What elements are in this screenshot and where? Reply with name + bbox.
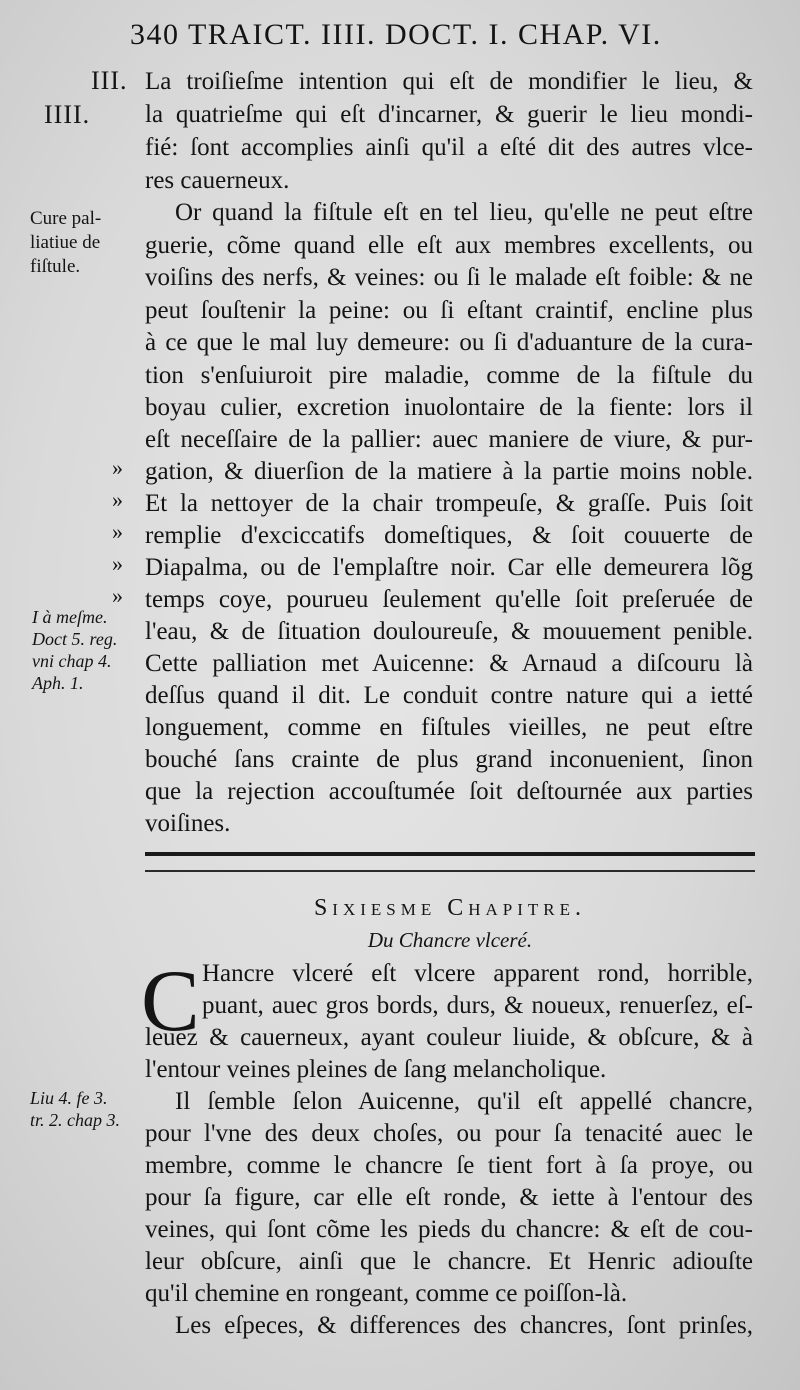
text-line: tion s'enſuiuroit pire maladie, comme de la fiſtule du — [145, 362, 753, 389]
text-line: remplie d'exciccatifs domeſtiques, & ſoit couuerte de — [145, 522, 753, 549]
margin-roman-four: IIII. — [44, 100, 91, 129]
text-line: eſt neceſſaire de la pallier: auec maniere de viure, & pur- — [145, 426, 753, 453]
text-line: La troiſieſme intention qui eſt de mondifier le lieu, & — [145, 68, 753, 95]
margin-note-line: liatiue de — [30, 232, 101, 253]
margin-note-line: I à meſme. — [32, 607, 108, 627]
margin-note-cure — [30, 207, 101, 279]
quote-mark: » — [112, 583, 123, 608]
text-line: Cette palliation met Auicenne: & Arnaud a diſcouru là — [145, 650, 753, 677]
text-line: leur obſcure, ainſi que le chancre. Et Henric adiouſte — [145, 1248, 753, 1275]
margin-note-line: Doct 5. reg. — [32, 629, 118, 649]
text-line: l'entour veines pleines de ſang melancholique. — [145, 1056, 607, 1083]
text-line: gation, & diuerſion de la matiere à la partie moins noble. — [145, 458, 753, 485]
margin-note-line: Cure pal- — [30, 208, 102, 229]
text-line: pour ſa figure, car elle eſt ronde, & iette à l'entour des — [145, 1184, 753, 1211]
text-line: puant, auec gros bords, durs, & noueux, renuerſez, eſ- — [202, 992, 753, 1019]
drop-capital: C — [141, 953, 200, 1050]
margin-note-line: tr. 2. chap 3. — [30, 1110, 120, 1130]
text-line: pour l'vne des deux choſes, ou pour ſa tenacité auec le — [145, 1120, 753, 1147]
text-line: boyau culier, excretion inuolontaire de la fiente: lors il — [145, 394, 753, 421]
quote-mark: » — [112, 455, 123, 480]
margin-note-line: vni chap 4. — [32, 651, 112, 671]
text-line: bouché ſans crainte de plus grand inconuenient, ſinon — [145, 746, 753, 773]
text-line: peut ſouſtenir la peine: ou ſi eſtant craintif, encline plus — [145, 297, 753, 324]
text-line: guerie, cõme quand elle eſt aux membres excellents, ou — [145, 232, 753, 259]
text-line: qu'il chemine en rongeant, comme ce poiſſon-là. — [145, 1280, 628, 1307]
chapter-title: Sixieſme Chapitre. — [313, 895, 587, 921]
text-line: temps coye, pourueu ſeulement qu'elle ſoit preſeruée de — [145, 586, 753, 613]
margin-note-livre — [30, 1087, 120, 1131]
quote-mark: » — [112, 551, 123, 576]
text-line: fié: ſont accomplies ainſi qu'il a eſté dit des autres vlce- — [145, 134, 753, 161]
text-line: res cauerneux. — [145, 167, 290, 194]
text-line: veines, qui ſont cõme les pieds du chancre: & eſt de cou- — [145, 1216, 753, 1243]
margin-roman-three: III. — [91, 66, 128, 95]
text-line: à ce que le mal luy demeure: ou ſi d'aduanture de la cura- — [145, 329, 753, 356]
ornamental-rule — [145, 852, 755, 872]
text-line: Il ſemble ſelon Auicenne, qu'il eſt appellé chancre, — [175, 1088, 753, 1115]
text-line: l'eau, & de ſituation douloureuſe, & mouuement penible. — [145, 618, 753, 645]
text-line: Diapalma, ou de l'emplaſtre noir. Car elle demeurera lõg — [145, 554, 753, 581]
quote-mark: » — [112, 487, 123, 512]
chapter-subtitle: Du Chancre vlceré. — [367, 928, 533, 952]
text-line: Or quand la fiſtule eſt en tel lieu, qu'elle ne peut eſtre — [175, 199, 753, 226]
margin-note-line: Aph. 1. — [32, 673, 84, 693]
text-line: longuement, comme en fiſtules vieilles, ne peut eſtre — [145, 714, 753, 741]
running-head: 340 TRAICT. IIII. DOCT. I. CHAP. VI. — [130, 18, 662, 51]
text-line: Et la nettoyer de la chair trompeuſe, & graſſe. Puis ſoit — [145, 490, 753, 517]
text-line: deſſus quand il dit. Le conduit contre nature qui a ietté — [145, 682, 753, 709]
text-line: la quatrieſme qui eſt d'incarner, & guerir le lieu mondi- — [145, 101, 753, 128]
text-line: Hancre vlceré eſt vlcere apparent rond, horrible, — [202, 960, 753, 987]
text-line: que la rejection accouſtumée ſoit deſtournée aux parties — [145, 778, 753, 805]
text-line: voiſins des nerfs, & veines: ou ſi le malade eſt foible: & ne — [145, 264, 753, 291]
text-line: membre, comme le chancre ſe tient fort à ſa proye, ou — [145, 1152, 753, 1179]
margin-note-line: fiſtule. — [30, 256, 81, 277]
margin-note-line: Liu 4. fe 3. — [30, 1088, 108, 1108]
text-line: leuez & cauerneux, ayant couleur liuide, & obſcure, & à — [145, 1024, 753, 1051]
margin-note-reference — [32, 606, 117, 694]
text-line: voiſines. — [145, 810, 231, 837]
quote-mark: » — [112, 519, 123, 544]
text-line: Les eſpeces, & differences des chancres, ſont prinſes, — [175, 1312, 753, 1339]
